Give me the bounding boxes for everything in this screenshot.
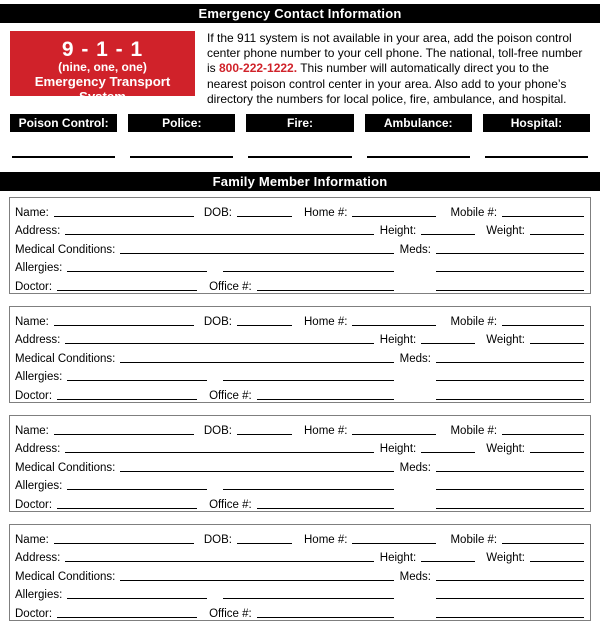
instructions-paragraph	[207, 31, 590, 107]
height-field-line	[421, 234, 475, 235]
911-callout-box	[10, 31, 195, 104]
doctor-label: Doctor:	[15, 389, 53, 402]
height-field-line	[421, 561, 475, 562]
address-field-line	[65, 234, 373, 235]
doctor-field-line	[57, 508, 197, 509]
allergies-field-line	[67, 489, 207, 490]
weight-label: Weight:	[486, 334, 525, 347]
allergies-row	[15, 366, 584, 385]
allergies-field-line	[67, 598, 207, 599]
allergies-label: Allergies:	[15, 480, 63, 493]
meds-extra-line	[436, 380, 584, 381]
allergies-row	[15, 257, 584, 276]
family-member-card	[9, 197, 591, 294]
address-row	[15, 438, 584, 457]
meds-extra-line	[436, 271, 584, 272]
allergies-label: Allergies:	[15, 262, 63, 275]
poison-control-phone-number: 800-222-1222.	[219, 61, 298, 76]
ambulance-fill-line	[367, 156, 470, 158]
mobile-phone-field-line	[502, 543, 584, 544]
medical-conditions-label: Medical Conditions:	[15, 570, 116, 583]
weight-label: Weight:	[486, 443, 525, 456]
doctor-field-line	[57, 617, 197, 618]
dob-field-line	[237, 325, 292, 326]
medical-conditions-label: Medical Conditions:	[15, 243, 116, 256]
mobile-phone-label: Mobile #:	[450, 315, 498, 328]
emergency-contacts-fill-lines-row	[10, 156, 590, 158]
address-label: Address:	[15, 443, 61, 456]
doctor-row	[15, 384, 584, 403]
office-phone-label: Office #:	[209, 280, 252, 293]
address-field-line	[65, 343, 373, 344]
doctor-field-line	[57, 290, 197, 291]
dob-label: DOB:	[203, 315, 232, 328]
allergies-extra-line	[223, 489, 394, 490]
name-field-line	[54, 325, 194, 326]
office-phone-field-line	[257, 399, 394, 400]
allergies-label: Allergies:	[15, 589, 63, 602]
family-members	[9, 197, 591, 621]
medical-conditions-row	[15, 456, 584, 475]
emergency-contact-section-header	[0, 4, 600, 23]
allergies-field-line	[67, 380, 207, 381]
instructions-text-before: If the 911 system is not available in your area, add the poison control center phone number to your cell phone. The national, toll-free number is	[207, 31, 583, 76]
height-label: Height:	[379, 552, 417, 565]
name-row	[15, 201, 584, 220]
mobile-phone-label: Mobile #:	[450, 424, 498, 437]
weight-label: Weight:	[486, 552, 525, 565]
address-label: Address:	[15, 225, 61, 238]
name-row	[15, 310, 584, 329]
meds-field-line	[436, 471, 584, 472]
mobile-phone-field-line	[502, 325, 584, 326]
family-member-card	[9, 415, 591, 512]
meds-extra-line-2	[436, 617, 584, 618]
meds-label: Meds:	[399, 461, 431, 474]
dob-label: DOB:	[203, 206, 232, 219]
home-phone-field-line	[352, 325, 436, 326]
doctor-label: Doctor:	[15, 280, 53, 293]
meds-field-line	[436, 362, 584, 363]
address-field-line	[65, 452, 373, 453]
name-label: Name:	[15, 315, 49, 328]
name-field-line	[54, 434, 194, 435]
home-phone-label: Home #:	[304, 424, 348, 437]
allergies-row	[15, 584, 584, 603]
poison-control-fill-line	[12, 156, 115, 158]
allergies-extra-line	[223, 380, 394, 381]
name-label: Name:	[15, 533, 49, 546]
doctor-label: Doctor:	[15, 498, 53, 511]
weight-field-line	[530, 452, 584, 453]
911-caption: Emergency Transport System	[34, 74, 171, 104]
home-phone-field-line	[352, 434, 436, 435]
police-label: Police:	[128, 114, 235, 132]
instructions-text-after: This number will automatically direct you to the nearest poison control center in your area. Also add to your phone’s directory the numbers for local police, fire, ambulance, and hospital.	[207, 61, 567, 106]
address-row	[15, 329, 584, 348]
dob-field-line	[237, 216, 292, 217]
medical-conditions-field-line	[120, 362, 393, 363]
height-label: Height:	[379, 225, 417, 238]
name-row	[15, 419, 584, 438]
office-phone-field-line	[257, 508, 394, 509]
address-row	[15, 547, 584, 566]
dob-field-line	[237, 434, 292, 435]
allergies-extra-line	[223, 271, 394, 272]
office-phone-label: Office #:	[209, 607, 252, 620]
medical-conditions-row	[15, 565, 584, 584]
weight-field-line	[530, 343, 584, 344]
height-label: Height:	[379, 334, 417, 347]
poison-control-label: Poison Control:	[10, 114, 117, 132]
fire-label: Fire:	[246, 114, 353, 132]
medical-conditions-field-line	[120, 471, 393, 472]
doctor-label: Doctor:	[15, 607, 53, 620]
allergies-row	[15, 475, 584, 494]
dob-field-line	[237, 543, 292, 544]
police-fill-line	[130, 156, 233, 158]
address-label: Address:	[15, 334, 61, 347]
doctor-row	[15, 602, 584, 621]
name-field-line	[54, 543, 194, 544]
allergies-field-line	[67, 271, 207, 272]
dob-label: DOB:	[203, 533, 232, 546]
911-spelled-out: (nine, one, one)	[58, 60, 147, 74]
hospital-label: Hospital:	[483, 114, 590, 132]
meds-field-line	[436, 580, 584, 581]
doctor-row	[15, 493, 584, 512]
name-label: Name:	[15, 424, 49, 437]
address-row	[15, 220, 584, 239]
family-member-section-header	[0, 172, 600, 191]
height-field-line	[421, 452, 475, 453]
medical-conditions-label: Medical Conditions:	[15, 352, 116, 365]
weight-label: Weight:	[486, 225, 525, 238]
medical-conditions-row	[15, 238, 584, 257]
weight-field-line	[530, 561, 584, 562]
meds-extra-line-2	[436, 290, 584, 291]
home-phone-label: Home #:	[304, 206, 348, 219]
meds-label: Meds:	[399, 352, 431, 365]
intro-section	[10, 31, 590, 107]
home-phone-field-line	[352, 216, 436, 217]
address-field-line	[65, 561, 373, 562]
medical-conditions-field-line	[120, 580, 393, 581]
doctor-row	[15, 275, 584, 294]
home-phone-label: Home #:	[304, 533, 348, 546]
dob-label: DOB:	[203, 424, 232, 437]
meds-extra-line	[436, 598, 584, 599]
911-number: 9 - 1 - 1	[61, 38, 144, 61]
mobile-phone-label: Mobile #:	[450, 533, 498, 546]
medical-conditions-row	[15, 347, 584, 366]
medical-conditions-label: Medical Conditions:	[15, 461, 116, 474]
home-phone-label: Home #:	[304, 315, 348, 328]
medical-conditions-field-line	[120, 253, 393, 254]
allergies-extra-line	[223, 598, 394, 599]
family-member-card	[9, 524, 591, 621]
emergency-contacts-labels-row	[10, 114, 590, 132]
office-phone-label: Office #:	[209, 389, 252, 402]
height-label: Height:	[379, 443, 417, 456]
emergency-contact-title: Emergency Contact Information	[198, 6, 402, 21]
family-member-card	[9, 306, 591, 403]
fire-fill-line	[248, 156, 351, 158]
meds-field-line	[436, 253, 584, 254]
mobile-phone-label: Mobile #:	[450, 206, 498, 219]
home-phone-field-line	[352, 543, 436, 544]
meds-label: Meds:	[399, 570, 431, 583]
hospital-fill-line	[485, 156, 588, 158]
meds-extra-line-2	[436, 399, 584, 400]
allergies-label: Allergies:	[15, 371, 63, 384]
meds-extra-line-2	[436, 508, 584, 509]
name-label: Name:	[15, 206, 49, 219]
weight-field-line	[530, 234, 584, 235]
office-phone-field-line	[257, 617, 394, 618]
mobile-phone-field-line	[502, 216, 584, 217]
height-field-line	[421, 343, 475, 344]
meds-extra-line	[436, 489, 584, 490]
doctor-field-line	[57, 399, 197, 400]
name-field-line	[54, 216, 194, 217]
ambulance-label: Ambulance:	[365, 114, 472, 132]
meds-label: Meds:	[399, 243, 431, 256]
family-member-title: Family Member Information	[212, 174, 388, 190]
mobile-phone-field-line	[502, 434, 584, 435]
office-phone-field-line	[257, 290, 394, 291]
address-label: Address:	[15, 552, 61, 565]
office-phone-label: Office #:	[209, 498, 252, 511]
name-row	[15, 528, 584, 547]
